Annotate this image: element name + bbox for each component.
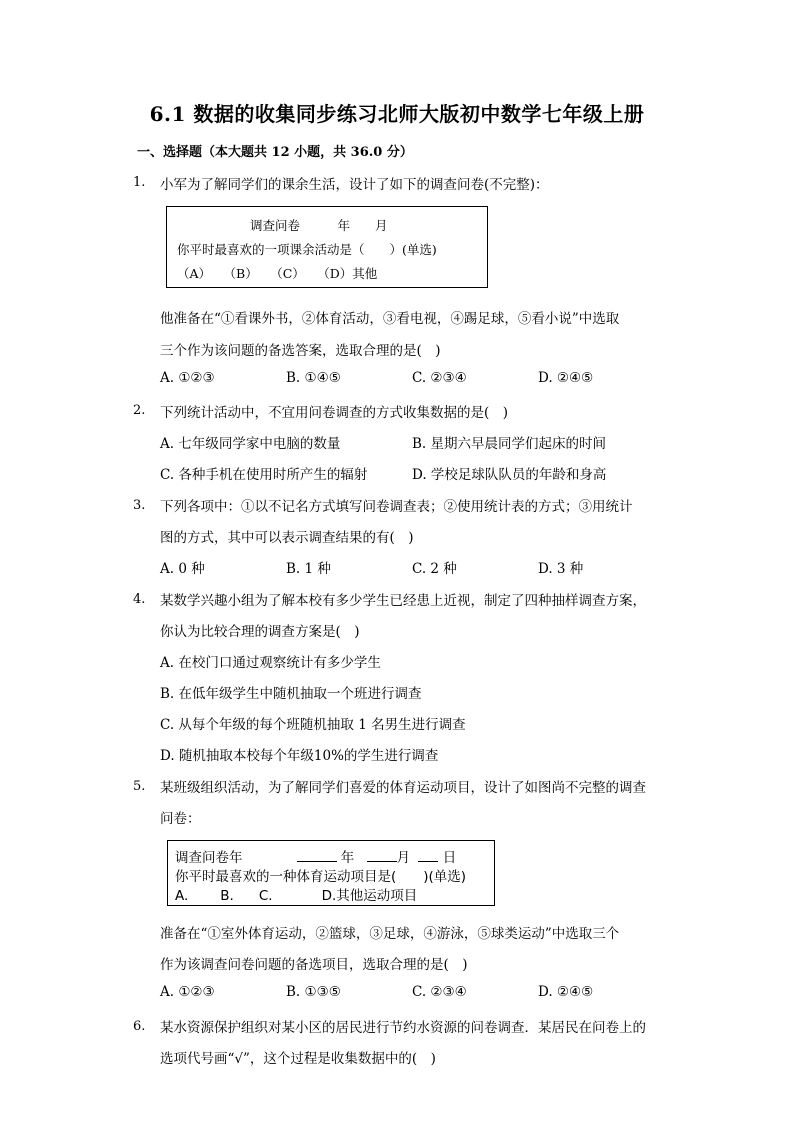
option-c: C. 2 种 (412, 561, 457, 577)
blank-line (418, 849, 438, 862)
page-title: 6.1 数据的收集同步练习北师大版初中数学七年级上册 (149, 102, 645, 126)
question-number: 1. (133, 175, 146, 190)
option-d: D. 3 种 (538, 561, 584, 577)
survey-box-line: 你平时最喜欢的一种体育运动项目是( )(单选) (175, 869, 467, 885)
option-a: A. 七年级同学家中电脑的数量 (160, 436, 341, 452)
option-c: C. ②③④ (412, 370, 467, 386)
option-d: D. 学校足球队队员的年龄和身高 (412, 467, 607, 483)
option-b: B. 在低年级学生中随机抽取一个班进行调查 (160, 686, 422, 702)
question-number: 4. (133, 592, 146, 607)
survey-box-line: 你平时最喜欢的一项课余活动是（ ）(单选) (177, 242, 437, 257)
question-stem: 三个作为该问题的备选答案，选取合理的是( ) (160, 343, 441, 359)
question-stem: 某水资源保护组织对某小区的居民进行节约水资源的问卷调查．某居民在问卷上的 (160, 1020, 646, 1036)
survey-box-text: 日 (442, 850, 457, 866)
option-a: A. 0 种 (160, 561, 205, 577)
option-c: C. 各种手机在使用时所产生的辐射 (160, 467, 368, 483)
survey-box (167, 840, 495, 906)
survey-box-text: B. (220, 888, 234, 904)
survey-box (166, 206, 488, 288)
question-number: 6. (133, 1019, 146, 1034)
option-b: B. 星期六早晨同学们起床的时间 (412, 436, 607, 452)
question-number: 3. (133, 498, 146, 513)
option-d: D. ②④⑤ (538, 984, 594, 1000)
survey-box-line (175, 846, 456, 866)
question-stem: 问卷： (160, 811, 201, 827)
survey-box-text: C. (258, 888, 273, 904)
survey-box-text: 年 (340, 850, 355, 866)
question-stem: 某班级组织活动，为了解同学们喜爱的体育运动项目，设计了如图尚不完整的调查 (160, 780, 646, 796)
option-b: B. ①④⑤ (286, 370, 341, 386)
question-stem: 他准备在“①看课外书，②体育活动，③看电视，④踢足球，⑤看小说”中选取 (160, 311, 620, 327)
option-c: C. 从每个年级的每个班随机抽取 1 名男生进行调查 (160, 717, 466, 733)
option-a: A. ①②③ (160, 370, 215, 386)
question-stem: 你认为比较合理的调查方案是( ) (160, 624, 360, 640)
survey-box-line: 调查问卷 年 月 (250, 218, 388, 233)
section-heading: 一、选择题（本大题共 12 小题，共 36.0 分） (137, 145, 413, 160)
question-stem: 图的方式，其中可以表示调查结果的有( ) (160, 530, 414, 546)
question-stem: 小军为了解同学们的课余生活，设计了如下的调查问卷(不完整)： (160, 177, 549, 193)
survey-box-text: D.其他运动项目 (321, 888, 418, 904)
question-stem: 下列各项中：①以不记名方式填写问卷调查表；②使用统计表的方式；③用统计 (160, 499, 633, 515)
survey-box-line: （A） （B） （C） （D）其他 (177, 266, 378, 281)
question-number: 5. (133, 779, 146, 794)
question-stem: 下列统计活动中，不宜用问卷调查的方式收集数据的是( ) (160, 405, 509, 421)
option-b: B. 1 种 (286, 561, 331, 577)
survey-box-text: 月 (396, 850, 411, 866)
question-number: 2. (133, 403, 146, 418)
blank-line (367, 849, 397, 862)
option-a: A. ①②③ (160, 984, 215, 1000)
option-d: D. 随机抽取本校每个年级10%的学生进行调查 (160, 748, 439, 764)
question-stem: 选项代号画“√”，这个过程是收集数据中的( ) (160, 1051, 436, 1067)
question-stem: 准备在“①室外体育运动，②篮球，③足球，④游泳，⑤球类运动”中选取三个 (160, 926, 620, 942)
survey-box-text: 调查问卷年 (175, 850, 243, 866)
survey-box-line (175, 884, 417, 904)
question-stem: 某数学兴趣小组为了解本校有多少学生已经患上近视，制定了四种抽样调查方案， (160, 593, 646, 609)
option-a: A. 在校门口通过观察统计有多少学生 (160, 655, 381, 671)
survey-box-text: A. (175, 888, 189, 904)
option-d: D. ②④⑤ (538, 370, 594, 386)
blank-line (297, 849, 337, 862)
option-b: B. ①③⑤ (286, 984, 341, 1000)
question-stem: 作为该调查问卷问题的备选项目，选取合理的是( ) (160, 957, 468, 973)
option-c: C. ②③④ (412, 984, 467, 1000)
